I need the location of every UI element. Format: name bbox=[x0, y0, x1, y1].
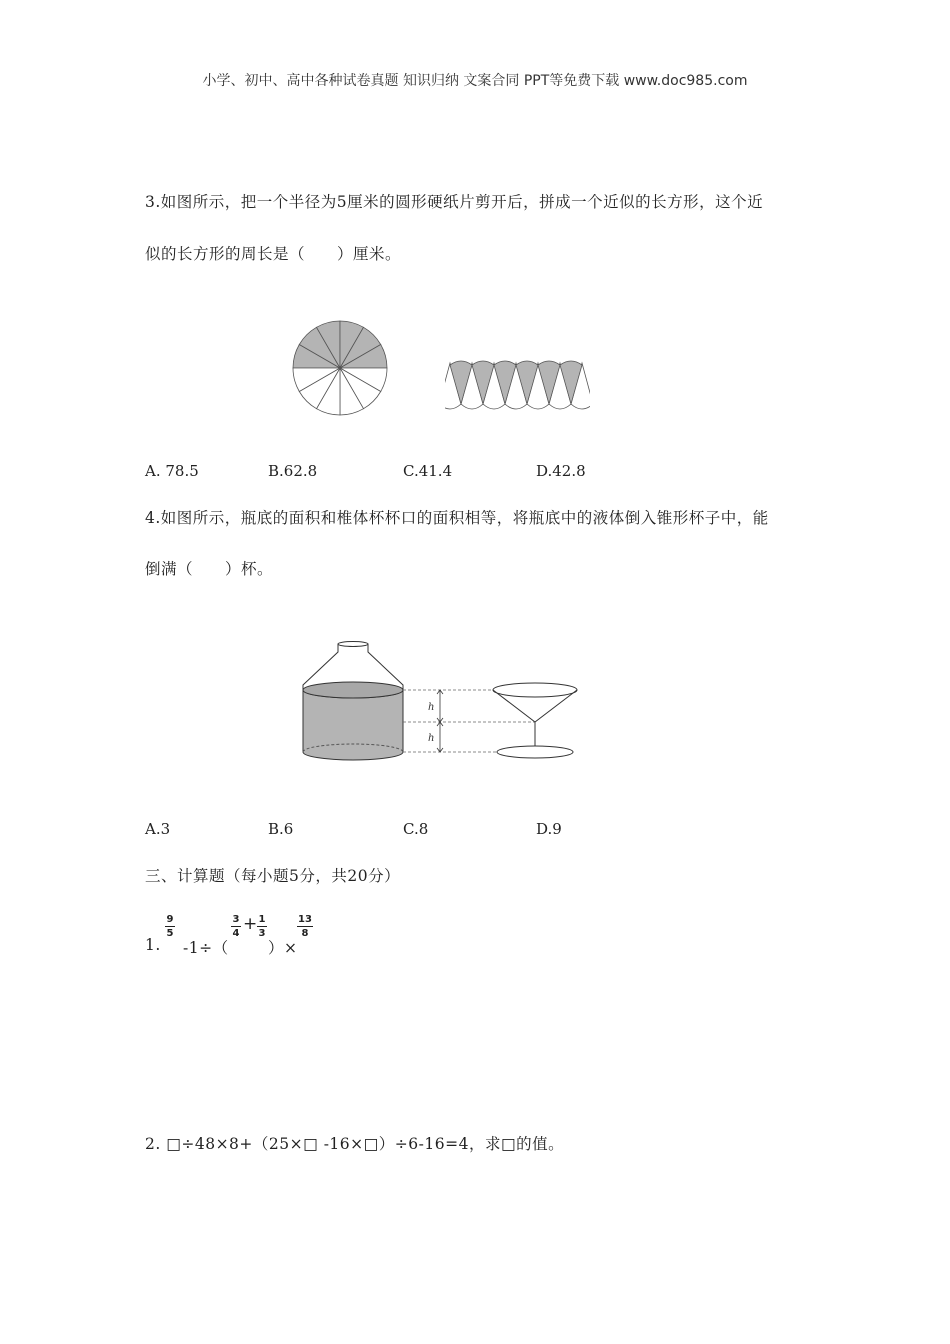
bottle-and-cone-cup-figure bbox=[300, 640, 585, 765]
calc-problem-2: 2. □÷48×8+（25×□ -16×□）÷6-16=4，求□的值。 bbox=[145, 1135, 565, 1153]
q3-option-d[interactable]: D.42.8 bbox=[536, 462, 586, 480]
q3-option-a[interactable]: A. 78.5 bbox=[145, 462, 199, 480]
fraction-3-4 bbox=[231, 914, 241, 939]
numerator: 13 bbox=[298, 914, 312, 925]
liquid-surface bbox=[303, 682, 403, 698]
rearranged-rectangle-figure bbox=[445, 358, 590, 414]
fraction-1-3 bbox=[257, 914, 267, 939]
fraction-9-5 bbox=[165, 914, 175, 939]
q3-option-b[interactable]: B.62.8 bbox=[268, 462, 318, 480]
page-header: 小学、初中、高中各种试卷真题 知识归纳 文案合同 PPT等免费下载 www.doc985.com bbox=[202, 73, 748, 89]
denominator: 8 bbox=[301, 928, 309, 939]
plus-sign: + bbox=[243, 914, 258, 934]
numerator: 9 bbox=[166, 914, 174, 925]
denominator: 3 bbox=[258, 928, 266, 939]
cone-cup-base bbox=[497, 746, 573, 758]
q4-option-b[interactable]: B.6 bbox=[268, 820, 294, 838]
circle-sectors-figure bbox=[290, 318, 390, 418]
h-label-upper: h bbox=[428, 702, 435, 713]
close-times: ）× bbox=[268, 939, 298, 957]
q4-text-line1: 4.如图所示，瓶底的面积和椎体杯杯口的面积相等，将瓶底中的液体倒入锥形杯子中，能 bbox=[145, 509, 769, 527]
denominator: 4 bbox=[232, 928, 240, 939]
cone-cup-rim bbox=[493, 683, 577, 697]
q3-text-line2: 似的长方形的周长是（ ）厘米。 bbox=[145, 245, 402, 263]
h-label-lower: h bbox=[428, 733, 435, 744]
q3-option-c[interactable]: C.41.4 bbox=[403, 462, 453, 480]
numerator: 3 bbox=[232, 914, 240, 925]
liquid-cylinder bbox=[303, 690, 403, 760]
q4-text-line2: 倒满（ ）杯。 bbox=[145, 560, 274, 578]
fraction-13-8 bbox=[297, 914, 313, 939]
numerator: 1 bbox=[258, 914, 266, 925]
problem-1-number: 1. bbox=[145, 936, 161, 954]
q4-option-d[interactable]: D.9 bbox=[536, 820, 562, 838]
section-title: 三、计算题（每小题5分，共20分） bbox=[145, 867, 401, 885]
q3-text-line1: 3.如图所示，把一个半径为5厘米的圆形硬纸片剪开后，拼成一个近似的长方形，这个近 bbox=[145, 193, 764, 211]
minus-divide-open: -1÷（ bbox=[183, 939, 229, 957]
q4-option-a[interactable]: A.3 bbox=[145, 820, 171, 838]
q4-option-c[interactable]: C.8 bbox=[403, 820, 429, 838]
denominator: 5 bbox=[166, 928, 174, 939]
